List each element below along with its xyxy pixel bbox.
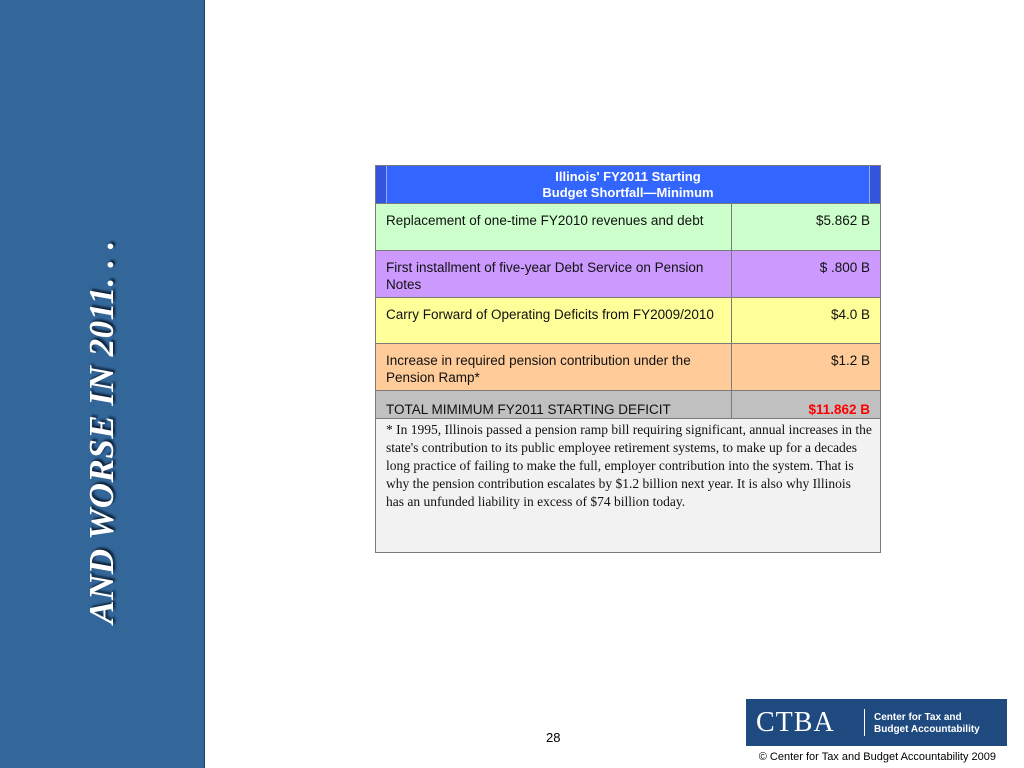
ctba-logo bbox=[746, 699, 1007, 746]
row-label: Increase in required pension contribution under the Pension Ramp* bbox=[376, 344, 732, 390]
table-row bbox=[376, 203, 880, 250]
row-value: $1.2 B bbox=[830, 353, 870, 368]
table-title-line-2: Budget Shortfall—Minimum bbox=[542, 185, 714, 200]
total-row bbox=[376, 390, 880, 418]
page-number: 28 bbox=[546, 730, 561, 745]
table-row bbox=[376, 297, 880, 343]
total-label: TOTAL MIMIMUM FY2011 STARTING DEFICIT bbox=[376, 391, 732, 418]
logo-mark: CTBA bbox=[756, 707, 835, 738]
side-panel bbox=[0, 0, 205, 768]
slide-title: AND WORSE IN 2011. . . bbox=[82, 240, 121, 624]
logo-divider bbox=[864, 709, 865, 736]
row-label: Replacement of one-time FY2010 revenues and debt bbox=[376, 204, 732, 250]
row-value: $5.862 B bbox=[815, 213, 870, 228]
table-header bbox=[376, 166, 880, 203]
row-value: $ .800 B bbox=[819, 260, 870, 275]
row-value: $4.0 B bbox=[830, 307, 870, 322]
copyright-notice: © Center for Tax and Budget Accountability 2009 bbox=[758, 751, 996, 763]
row-label: First installment of five-year Debt Service on Pension Notes bbox=[376, 251, 732, 297]
table-row bbox=[376, 250, 880, 297]
row-label: Carry Forward of Operating Deficits from FY2009/2010 bbox=[376, 298, 732, 343]
table-row bbox=[376, 343, 880, 390]
logo-text-line-1: Center for Tax and bbox=[874, 712, 962, 723]
budget-shortfall-table bbox=[375, 165, 881, 553]
logo-text-line-2: Budget Accountability bbox=[874, 724, 980, 735]
total-value: $11.862 B bbox=[808, 402, 870, 417]
table-title-line-1: Illinois' FY2011 Starting bbox=[555, 169, 701, 184]
pension-footnote: * In 1995, Illinois passed a pension ramp bill requiring significant, annual increases in the state's contribution to its public employee retirement systems, to make up for a decades long practice of failing to make the full, employer contribution into the system. That is why the pension contribution escalates by $1.2 billion next year. It is also why Illinois has an unfunded liability in excess of $74 billion today. bbox=[376, 418, 880, 552]
